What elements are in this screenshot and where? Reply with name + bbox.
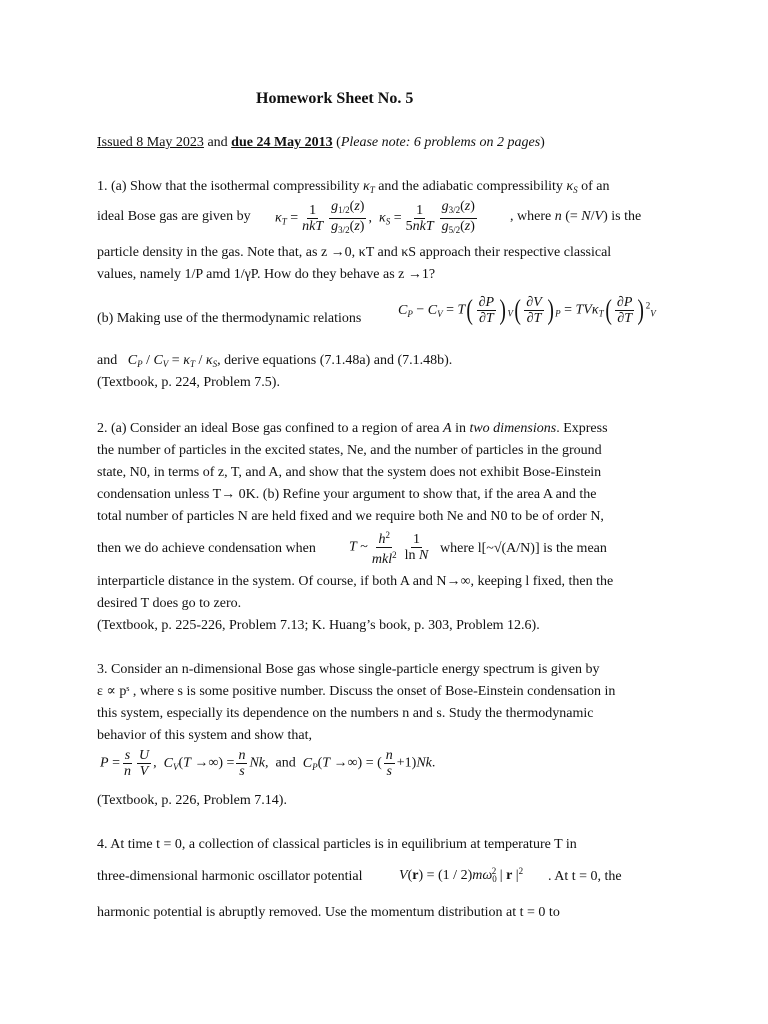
issued-date: Issued 8 May 2023 (97, 135, 204, 150)
page-title: Homework Sheet No. 5 (256, 90, 414, 107)
problem1-ref: (Textbook, p. 224, Problem 7.5). (97, 375, 280, 390)
thermo-relation-equation: $C_P - C_V = T$( $\frac{\partial P}{\partial T}$ )$_V$( $\frac{\partial V}{\partial T}$ )$_P = TV\kappa_T$( $\frac{\partial P}{\partial T}$ )$^2_V$ (398, 294, 656, 326)
kappa-t-sub: T (369, 185, 375, 195)
problem2-line6: then we do achieve condensation when (97, 541, 316, 556)
heat-capacity-equation: P = $\frac{s}{n}$ $\frac{U}{V}$ , $C_V(T$ →∞) = $\frac{n}{s}$ Nk, and $C_P(T$ →∞) = ( $\frac{n}{s}$ +1)Nk. (100, 748, 436, 779)
p2-l1-in: in (451, 421, 470, 436)
condensation-equation: T ~ $\frac{h^2}{mkl^2}$ $\frac{1}{\text{ln N}}$ (349, 530, 429, 567)
issued-line (97, 134, 545, 152)
problem2-line2: the number of particles in the excited states, Ne, and the number of particles in the ground (97, 443, 602, 458)
p1-l2-slash: / (590, 209, 595, 224)
problem1-line1 (97, 178, 610, 199)
p1-l2-n: n (554, 209, 562, 224)
p2-l1-end: . Express (556, 421, 608, 436)
problem4-line3: harmonic potential is abruptly removed. Use the momentum distribution at t = 0 to (97, 905, 560, 920)
problem1-line4: values, namely 1/P amd 1/γP. How do they behave as z →1? (97, 267, 436, 282)
problem2-line8: desired T does go to zero. (97, 596, 242, 611)
problem4-line2: three-dimensional harmonic oscillator potential (97, 869, 363, 884)
problem2-line7: interparticle distance in the system. Of course, if both A and N→∞, keeping l fixed, then the (97, 574, 614, 589)
issued-and: and (203, 135, 232, 150)
problem3-ref: (Textbook, p. 226, Problem 7.14). (97, 793, 287, 808)
due-date: due 24 May 2013 (231, 135, 333, 150)
problem1-line2 (97, 208, 251, 226)
p2-l1-A: A (443, 421, 452, 436)
p1-l2-eq: (= (561, 209, 582, 224)
p2-l1-2d: two dimensions (469, 421, 557, 436)
note-close: ) (540, 135, 545, 150)
p1-text-a: 1. (a) Show that the isothermal compressibility (97, 179, 363, 194)
problem3-line1: 3. Consider an n-dimensional Bose gas whose single-particle energy spectrum is given by (97, 662, 600, 677)
p1-l2-where: , where (510, 209, 555, 224)
problem3-line2: ε ∝ pˢ , where s is some positive number. Discuss the onset of Bose-Einstein condensation in (97, 684, 616, 699)
problem2-line1 (97, 420, 608, 438)
p1-b-derive: , derive equations (7.1.48a) and (7.1.48b). (217, 353, 453, 368)
problem2-line6-tail: where l[~√(A/N)] is the mean (440, 541, 607, 556)
p1-text-b: and the adiabatic compressibility (374, 179, 567, 194)
kappa-s: κ (566, 179, 574, 194)
kappa-t: κ (362, 179, 370, 194)
problem1-line3: particle density in the gas. Note that, as z →0, κT and κS approach their respective classical (97, 245, 612, 260)
p1-l2-end: ) is the (603, 209, 642, 224)
p1-l2-N: N (581, 209, 591, 224)
kappa-s-sub: S (573, 185, 578, 195)
p1-l2-text: ideal Bose gas are given by (97, 209, 251, 224)
problem2-line4: condensation unless T→ 0K. (b) Refine your argument to show that, if the area A and the (97, 487, 597, 502)
problem1-b-line1: (b) Making use of the thermodynamic relations (97, 311, 362, 326)
problem3-line4: behavior of this system and show that, (97, 728, 313, 743)
problem3-line3: this system, especially its dependence on the numbers n and s. Study the thermodynamic (97, 706, 594, 721)
problem1-line2-tail (510, 208, 641, 226)
problem4-line1: 4. At time t = 0, a collection of classical particles is in equilibrium at temperature T in (97, 837, 577, 852)
p1-b-and: and (97, 353, 118, 368)
problem1-b-line2: and $C_P / C_V = \kappa_T / \kappa_S$, derive equations (7.1.48a) and (7.1.48b). (97, 353, 453, 369)
note-open: ( (332, 135, 341, 150)
p2-l1-a: 2. (a) Consider an ideal Bose gas confined to a region of area (97, 421, 443, 436)
problem2-line3: state, N0, in terms of z, T, and A, and show that the system does not exhibit Bose-Einstein (97, 465, 602, 480)
p1-l2-V: V (594, 209, 604, 224)
p1-text-c: of an (577, 179, 610, 194)
potential-equation: $V(r) = (1 / 2)m\omega_0^2$ | r $|^2$ (399, 866, 524, 884)
problem2-ref: (Textbook, p. 225-226, Problem 7.13; K. Huang’s book, p. 303, Problem 12.6). (97, 618, 540, 633)
problem4-line2-tail: . At t = 0, the (548, 869, 622, 884)
problem2-line5: total number of particles N are held fixed and we require both Ne and N0 to be of order N, (97, 509, 604, 524)
note-text: Please note: 6 problems on 2 pages (340, 135, 541, 150)
compressibility-equation: $\kappa_T$ = $\frac{1}{\text{nkT}}$ $\frac{g_{1/2}(z)}{g_{3/2}(z)}$ , $\kappa_S$ = $\frac{1}{\text{5nkT}}$ $\frac{g_{3/2}(z)}{g_{5/2}(z)}$ (275, 199, 475, 235)
